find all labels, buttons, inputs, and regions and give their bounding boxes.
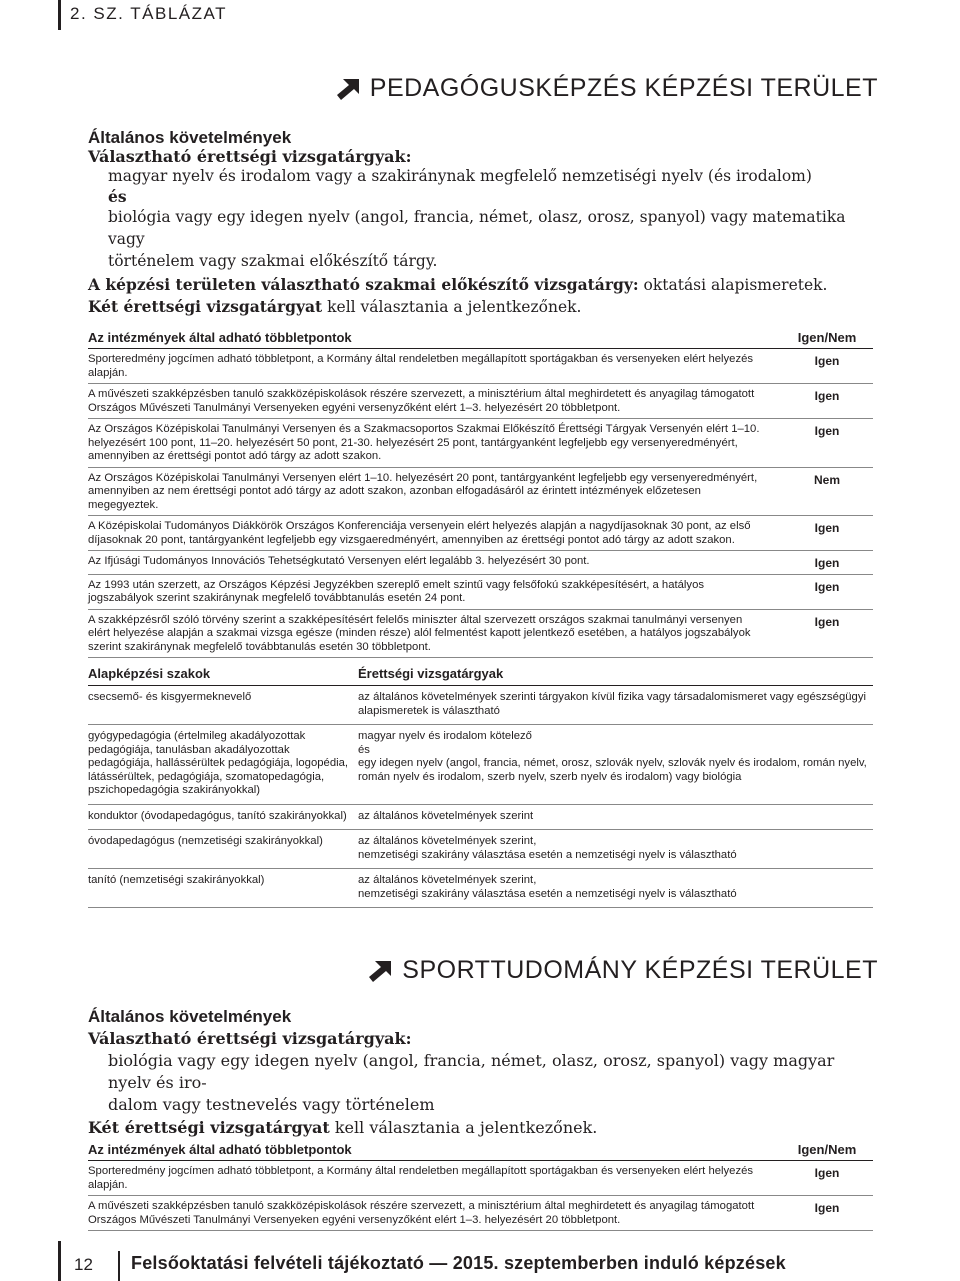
program-subjects: [358, 725, 873, 805]
points-desc: A művészeti szakképzésben tanuló szakközépiskolások részére szervezett, a minisztérium által meghirdetett és anyagilag támogatott Országos Művészeti Tanulmányi Versenyeken egyéni versenyzőként elért 1–3. helyezésért 20 többletpont.: [88, 384, 781, 419]
general-requirements-heading: Általános követelmények: [88, 128, 292, 147]
subjects-heading: Választható érettségi vizsgatárgyak:: [88, 1029, 412, 1048]
section2-points-table: [88, 1142, 873, 1231]
points-desc: A Középiskolai Tudományos Diákkörök Országos Konferenciája versenyein elért helyezés alapján a nagydíjasoknak 30 pont, az első díjasoknak 20 pont, tantárgyanként legfeljebb egy vizsgaeredményért, amennyiben az érettségi pontot adó tárgy az adott szakon.: [88, 516, 781, 551]
two-subjects-line: [88, 1116, 878, 1140]
page-tag: 2. SZ. TÁBLÁZAT: [70, 4, 227, 23]
yesno-col-header: Igen/Nem: [781, 330, 873, 349]
points-value: Igen: [781, 1161, 873, 1196]
table-header-row: [88, 666, 873, 686]
table-row: [88, 516, 873, 551]
section1-title: PEDAGÓGUSKÉPZÉS KÉPZÉSI TERÜLET: [369, 74, 878, 102]
section1-heading: [334, 74, 878, 103]
and-word: és: [108, 187, 127, 206]
table-row: [88, 467, 873, 516]
basic-programs-table: [88, 666, 873, 908]
points-value: Igen: [781, 574, 873, 609]
points-value: Igen: [781, 419, 873, 468]
program-subjects-a: az általános követelmények szerint,: [358, 835, 537, 847]
section2-requirements: [88, 1006, 878, 1140]
vocational-label: A képzési területen választható szakmai előkészítő vizsgatárgy:: [88, 275, 639, 294]
points-desc: Sporteredmény jogcímen adható többletpont, a Kormány által rendeletben megállapított sportágakban és versenyeken elért helyezés alapján.: [88, 349, 781, 384]
program-subjects: [358, 686, 873, 725]
table-header-row: [88, 330, 873, 349]
program-name: csecsemő- és kisgyermeknevelő: [88, 686, 358, 725]
section1-points-table: [88, 330, 873, 658]
vocational-subject-line: [88, 274, 878, 296]
programs-col-header: Alapképzési szakok: [88, 666, 358, 686]
points-desc: Az 1993 után szerzett, az Országos Képzési Jegyzékben szereplő emelt szintű vagy felsőfokú szakképesítésért, a hatályos jogszabályok szerint szakiránynak megfelelő továbbtanulás esetén 24 pont.: [88, 574, 781, 609]
program-subjects-a: az általános követelmények szerint: [358, 809, 534, 822]
footer-divider: [118, 1251, 120, 1281]
program-subjects-a: az általános követelmények szerinti tárgyakon kívül fizika vagy társadalomismeret vagy egészségügyi alapismeretek is választható: [358, 691, 866, 717]
arrow-up-right-icon: [334, 78, 360, 100]
section1-requirements: [88, 128, 878, 318]
program-subjects-b: és egy idegen nyelv (angol, francia, német, orosz, szlovák nyelv, szlovák nyelv és irodalom, román nyelv, román nyelv és irodalom, szerb nyelv, szerb nyelv és irodalom) vagy biológia: [358, 743, 867, 783]
two-subjects-bold: Két érettségi vizsgatárgyat: [88, 1118, 330, 1137]
program-name: konduktor (óvodapedagógus, tanító szakirányokkal): [88, 804, 358, 830]
subjects-line: dalom vagy testnevelés vagy történelem: [108, 1095, 435, 1114]
two-subjects-rest: kell választania a jelentkezőnek.: [329, 1118, 598, 1137]
program-subjects-a: az általános követelmények szerint,: [358, 874, 537, 886]
table-row: [88, 551, 873, 575]
footer-divider: [58, 1241, 61, 1281]
table-header-row: [88, 1142, 873, 1161]
two-subjects-rest: kell választania a jelentkezőnek.: [322, 298, 582, 316]
points-col-header: Az intézmények által adható többletpontok: [88, 330, 781, 349]
points-desc: Az Országos Középiskolai Tanulmányi Versenyen és a Szakmacsoportos Szakmai Előkészítő Érettségi Tárgyak Versenyén elért 1–10. helyezésért 100 pont, 11–20. helyezésért 50 pont, 21-30. helyezésért 25 pont, tantárgyanként legfeljebb egy versenyeredményért, amennyiben az érettségi pontot adó tárgy az adott szakon.: [88, 419, 781, 468]
general-requirements-heading: Általános követelmények: [88, 1007, 292, 1026]
yesno-col-header: Igen/Nem: [781, 1142, 873, 1161]
points-value: Igen: [781, 384, 873, 419]
top-bar-divider: [58, 0, 61, 30]
program-name: gyógypedagógia (értelmileg akadályozottak pedagógiája, tanulásban akadályozottak pedagógiája, hallássérültek pedagógiája, logopédia, látássérültek, pedagógiája, szomatopedagógia, pszichopedagógia szakirányokkal): [88, 725, 358, 805]
page-number: 12: [74, 1255, 93, 1274]
two-subjects-line: [88, 296, 878, 318]
program-subjects-a: magyar nyelv és irodalom kötelező: [358, 730, 532, 742]
table-row: [88, 1196, 873, 1231]
points-col-header: Az intézmények által adható többletpontok: [88, 1142, 781, 1161]
points-value: Igen: [781, 516, 873, 551]
points-value: Igen: [781, 349, 873, 384]
points-desc: A szakképzésről szóló törvény szerint a szakképesítésért felelős miniszter által szervezett országos szakmai tanulmányi versenyen elért helyezése alapján a szakmai vizsga egésze (minden része) alól felmentést kapott jelentkező esetében, a hatályos jogszabályok szerint szakiránynak megfelelő továbbtanulás esetén 30 többletpont.: [88, 609, 781, 658]
points-desc: A művészeti szakképzésben tanuló szakközépiskolások részére szervezett, a minisztérium által meghirdetett és anyagilag támogatott Országos Művészeti Tanulmányi Versenyeken egyéni versenyzőként elért 1–3. helyezésért 20 többletpont.: [88, 1196, 781, 1231]
two-subjects-bold: Két érettségi vizsgatárgyat: [88, 297, 323, 316]
table-row: [88, 349, 873, 384]
table-row: [88, 869, 873, 908]
subjects-line: magyar nyelv és irodalom vagy a szakiránynak megfelelő nemzetiségi nyelv (és irodalom): [108, 167, 812, 185]
table-row: [88, 419, 873, 468]
footer-title: Felsőoktatási felvételi tájékoztató — 2015. szeptemberben induló képzések: [131, 1253, 786, 1273]
table-row: [88, 609, 873, 658]
points-desc: Sporteredmény jogcímen adható többletpont, a Kormány által rendeletben megállapított sportágakban és versenyeken elért helyezés alapján.: [88, 1161, 781, 1196]
points-value: Igen: [781, 551, 873, 575]
subjects-line: történelem vagy szakmai előkészítő tárgy.: [108, 252, 438, 270]
program-subjects-b: nemzetiségi szakirány választása esetén a nemzetiségi nyelv is választható: [358, 848, 737, 861]
table-row: [88, 804, 873, 830]
subjects-line: biológia vagy egy idegen nyelv (angol, francia, német, olasz, orosz, spanyol) vagy matematika vagy: [108, 208, 846, 248]
points-value: Igen: [781, 609, 873, 658]
page-footer: [0, 1241, 960, 1281]
section2-heading: [366, 956, 878, 985]
table-row: [88, 725, 873, 805]
program-subjects: [358, 804, 873, 830]
exam-subjects-col-header: Érettségi vizsgatárgyak: [358, 666, 873, 686]
table-row: [88, 830, 873, 869]
vocational-value: oktatási alapismeretek.: [638, 276, 828, 294]
program-subjects-b: nemzetiségi szakirány választása esetén a nemzetiségi nyelv is választható: [358, 887, 737, 900]
table-row: [88, 686, 873, 725]
subjects-line: biológia vagy egy idegen nyelv (angol, francia, német, olasz, orosz, spanyol) vagy magyar nyelv és iro-: [108, 1051, 835, 1092]
subjects-heading: Választható érettségi vizsgatárgyak:: [88, 147, 412, 166]
program-name: óvodapedagógus (nemzetiségi szakirányokkal): [88, 830, 358, 869]
points-desc: Az Ifjúsági Tudományos Innovációs Tehetségkutató Versenyen elért legalább 3. helyezésért 30 pont.: [88, 551, 781, 575]
points-desc: Az Országos Középiskolai Tanulmányi Versenyen elért 1–10. helyezésért 20 pont, tantárgyanként legfeljebb egy versenyeredményért, amennyiben az nem érettségi pontot adó tárgy az adott szakon, azonban elfogadásáról az érintett intézmények előzetesen megegyeztek.: [88, 467, 781, 516]
table-row: [88, 384, 873, 419]
program-name: tanító (nemzetiségi szakirányokkal): [88, 869, 358, 908]
arrow-up-right-icon: [366, 960, 392, 982]
points-value: Igen: [781, 1196, 873, 1231]
program-subjects: [358, 869, 873, 908]
program-subjects: [358, 830, 873, 869]
table-row: [88, 574, 873, 609]
top-bar: [0, 0, 960, 30]
table-row: [88, 1161, 873, 1196]
section2-title: SPORTTUDOMÁNY KÉPZÉSI TERÜLET: [402, 956, 878, 984]
points-value: Nem: [781, 467, 873, 516]
